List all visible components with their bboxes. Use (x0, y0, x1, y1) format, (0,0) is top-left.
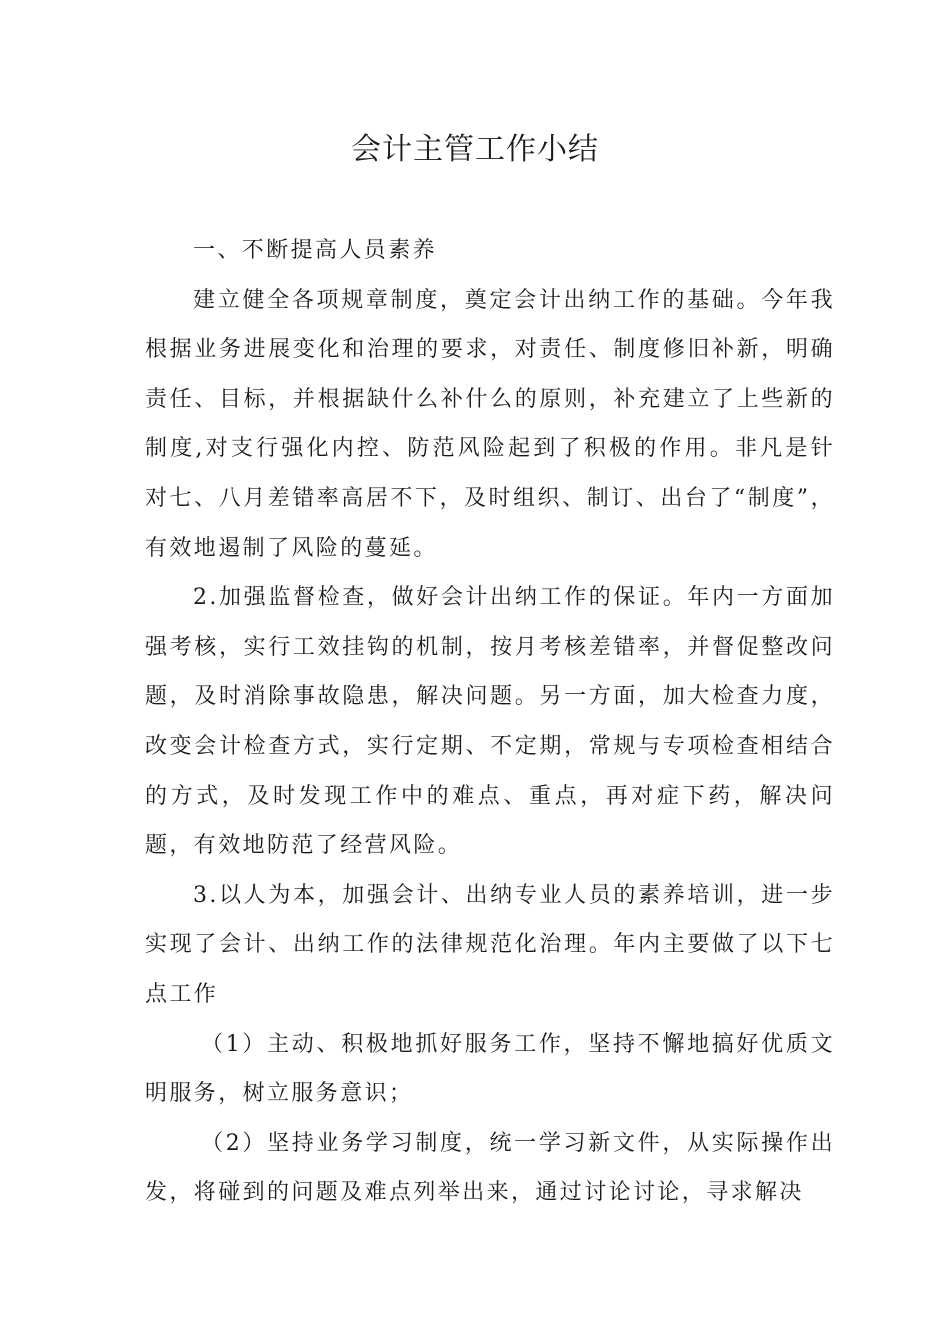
document-body (145, 226, 835, 1218)
list-item-2: （2）坚持业务学习制度，统一学习新文件，从实际操作出发，将碰到的问题及难点列举出来，通过讨论讨论，寻求解决 (145, 1130, 835, 1206)
paragraph-supervision-inspection: 2.加强监督检查，做好会计出纳工作的保证。年内一方面加强考核，实行工效挂钩的机制，按月考核差错率，并督促整改问题，及时消除事故隐患，解决问题。另一方面，加大检查力度，改变会计检查方式，实行定期、不定期，常规与专项检查相结合的方式，及时发现工作中的难点、重点，再对症下药，解决问题，有效地防范了经营风险。 (145, 585, 835, 859)
document-title: 会计主管工作小结 (351, 132, 599, 167)
paragraph-people-oriented-training: 3.以人为本，加强会计、出纳专业人员的素养培训，进一步实现了会计、出纳工作的法律规范化治理。年内主要做了以下七点工作 (145, 882, 835, 1007)
list-item-1: （1）主动、积极地抓好服务工作，坚持不懈地搞好优质文明服务，树立服务意识； (145, 1031, 835, 1107)
section-heading-1: 一、不断提高人员素养 (193, 238, 438, 263)
paragraph-rules-system: 建立健全各项规章制度，奠定会计出纳工作的基础。今年我根据业务进展变化和治理的要求，对责任、制度修旧补新，明确责任、目标，并根据缺什么补什么的原则，补充建立了上些新的制度,对支行强化内控、防范风险起到了积极的作用。非凡是针对七、八月差错率高居不下，及时组织、制订、出台了“制度”，有效地遏制了风险的蔓延。 (145, 287, 835, 561)
